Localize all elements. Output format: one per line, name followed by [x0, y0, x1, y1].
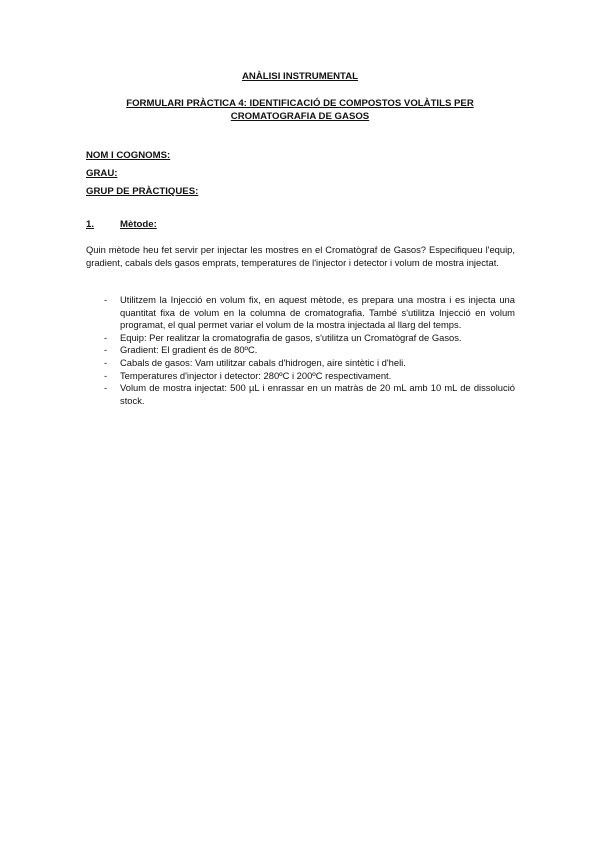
list-item-text: Utilitzem la Injecció en volum fix, en aquest mètode, es prepara una mostra i es injecta una quantitat fixa de volum en la columna de cromatografia. També s'utilitza Injecció en volum programat, el qual permet variar el volum de la mostra injectada al llarg del temps. — [120, 294, 515, 331]
answer-list — [86, 294, 515, 407]
list-item-text: Temperatures d'injector i detector: 280ºC i 200ºC respectivament. — [120, 369, 392, 381]
list-bullet: - — [104, 382, 108, 394]
list-item-text: Volum de mostra injectat: 500 µL i enrassar en un matràs de 20 mL amb 10 mL de dissolució stock. — [120, 382, 515, 406]
list-item — [86, 382, 515, 407]
list-item-text: Cabals de gasos: Vam utilitzar cabals d'hidrogen, aire sintètic i d'heli. — [120, 356, 406, 368]
list-item — [86, 332, 515, 345]
list-item — [86, 370, 515, 383]
document-subtitle: FORMULARI PRÀCTICA 4: IDENTIFICACIÓ DE COMPOSTOS VOLÀTILS PER CROMATOGRAFIA DE GASOS — [126, 98, 474, 122]
list-item-text: Equip: Per realitzar la cromatografia de gasos, s'utilitza un Cromatògraf de Gasos. — [120, 331, 462, 343]
degree-field-label: GRAU: — [86, 168, 118, 179]
section-heading — [86, 219, 157, 231]
list-item — [86, 357, 515, 370]
list-bullet: - — [104, 331, 108, 343]
list-item-text: Gradient: El gradient és de 80ºC. — [120, 344, 258, 356]
section-question: Quin mètode heu fet servir per injectar les mostres en el Cromatògraf de Gasos? Especifiqueu l'equip, gradient, cabals dels gasos emprats, temperatures de l'injector i detector i volum de mostra injectat. — [86, 244, 515, 269]
list-bullet: - — [104, 369, 108, 381]
name-field-label: NOM I COGNOMS: — [86, 150, 171, 161]
section-number: 1. — [86, 219, 95, 230]
list-item — [86, 294, 515, 332]
document-title: ANÀLISI INSTRUMENTAL — [241, 71, 358, 82]
group-field-label: GRUP DE PRÀCTIQUES: — [86, 186, 199, 197]
list-bullet: - — [104, 294, 108, 305]
section-title: Mètode: — [120, 219, 157, 230]
list-bullet: - — [104, 356, 108, 368]
list-bullet: - — [104, 344, 108, 356]
list-item — [86, 344, 515, 357]
